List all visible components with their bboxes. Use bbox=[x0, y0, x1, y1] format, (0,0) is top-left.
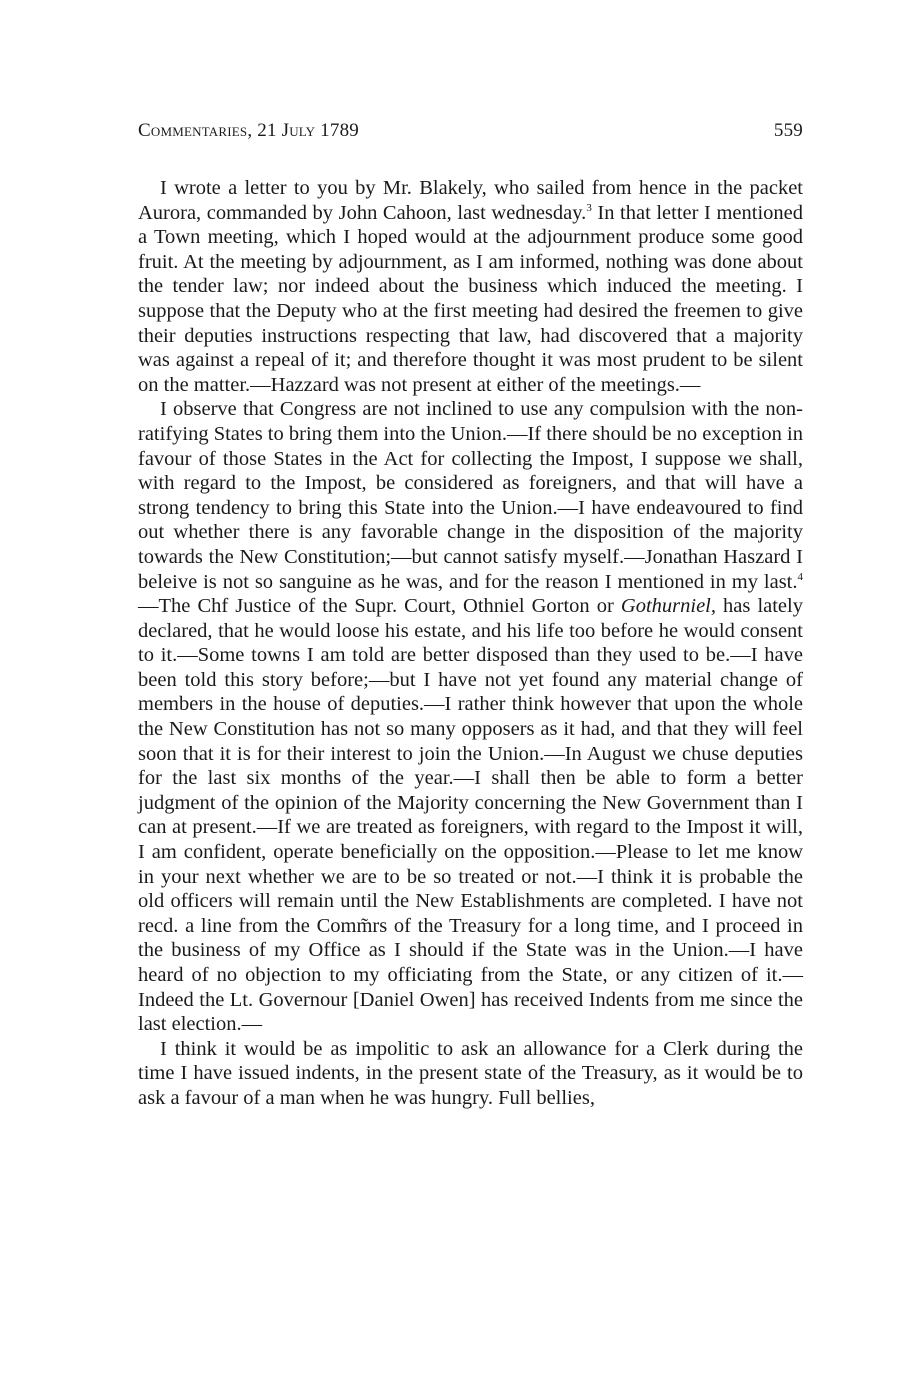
paragraph-2 bbox=[138, 397, 803, 1036]
running-head bbox=[138, 120, 803, 142]
paragraph-3-text: I think it would be as impolitic to ask an allowance for a Clerk during the time I have issued indents, in the present state of the Treasury, as it would be to ask a favour of a man when he was hungry. Full bellies, bbox=[138, 1037, 803, 1109]
paragraph-1-text-b: In that letter I mentioned a Town meeting, which I hoped would at the adjournment produce some good fruit. At the meeting by adjournment, as I am informed, nothing was done about the tender law; nor indeed about the business which induced the meeting. I suppose that the Deputy who at the first meeting had desired the freemen to give their deputies instructions respecting that law, had discovered that a majority was against a repeal of it; and therefore thought it was most prudent to be silent on the matter.—Hazzard was not present at either of the meetings.— bbox=[138, 201, 803, 396]
paragraph-1 bbox=[138, 176, 803, 397]
page-number: 559 bbox=[773, 120, 803, 141]
italic-name: Gothurniel, bbox=[620, 595, 716, 618]
paragraph-2-text-a: I observe that Congress are not inclined to use any compulsion with the non-ratifying States to bring them into the Union.—If there should be no exception in favour of those States in the Act for collecting the Impost, I suppose we shall, with regard to the Impost, be considered as foreigners, and that will have a strong tendency to bring this State into the Union.—I have endeavoured to find out whether there is any favorable change in the disposition of the majority towards the New Constitution;—but cannot satisfy myself.—Jonathan Haszard I beleive is not so sanguine as he was, and for the reason I mentioned in my last. bbox=[138, 398, 803, 593]
paragraph-1-text-a: I wrote a letter to you by Mr. Blakely, who sailed from hence in the packet Aurora, commanded by John Cahoon, last wednesday. bbox=[138, 177, 803, 224]
book-page bbox=[138, 120, 803, 1111]
running-title: Commentaries, 21 July 1789 bbox=[138, 120, 359, 141]
footnote-ref-3: 3 bbox=[586, 201, 592, 214]
paragraph-2-text-b: —The Chf Justice of the Supr. Court, Othniel Gorton or bbox=[138, 595, 621, 618]
paragraph-3 bbox=[138, 1037, 803, 1111]
letter-body bbox=[138, 176, 803, 1111]
paragraph-2-text-c: has lately declared, that he would loose his estate, and his life too before he would consent to it.—Some towns I am told are better disposed than they used to be.—I have been told this story before;—but I have not yet found any material change of members in the house of deputies.—I rather think however that upon the whole the New Constitution has not so many opposers as it had, and that they will feel soon that it is for their interest to join the Union.—In August we chuse deputies for the last six months of the year.—I shall then be able to form a better judgment of the opinion of the Majority concerning the New Government than I can at present.—If we are treated as foreigners, with regard to the Impost it will, I am confident, operate beneficially on the opposition.—Please to let me know in your next whether we are to be so treated or not.—I think it is probable the old officers will remain until the New Establishments are completed. I have not recd. a line from the Comm̃rs of the Treasury for a long time, and I proceed in the business of my Office as I should if the State was in the Union.—I have heard of no objection to my officiating from the State, or any citizen of it.—Indeed the Lt. Governour [Daniel Owen] has received Indents from me since the last election.— bbox=[138, 595, 803, 1036]
footnote-ref-4: 4 bbox=[797, 570, 803, 583]
